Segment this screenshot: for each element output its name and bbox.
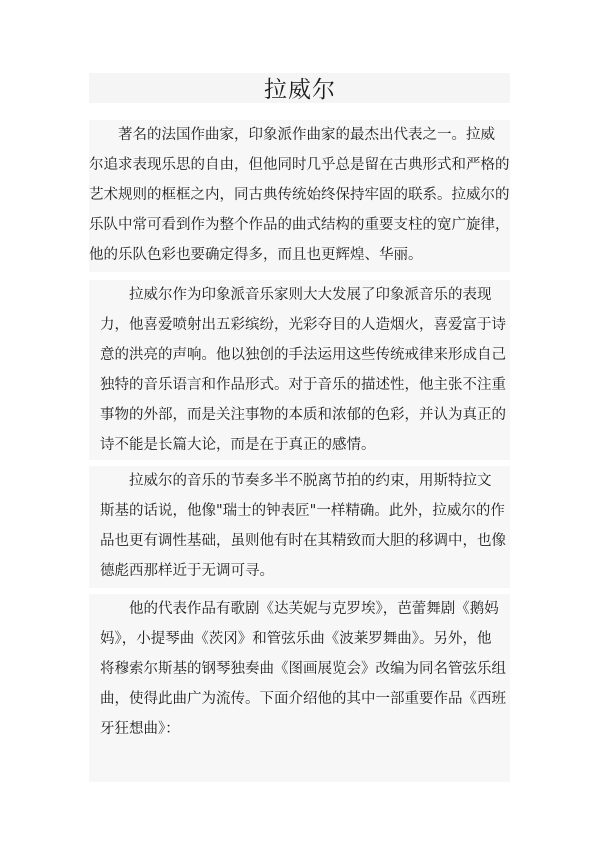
paragraph-4 [89,594,510,782]
paragraph-line: 拉威尔作为印象派音乐家则大大发展了印象派音乐的表现 [129,287,492,303]
paragraph-2 [89,280,510,460]
paragraph-line: 意的洪亮的声响。他以独创的手法运用这些传统戒律来形成自己 [100,347,506,363]
paragraph-line: 艺术规则的框框之内，同古典传统始终保持牢固的联系。拉威尔的 [89,187,510,203]
paragraph-line: 尔追求表现乐思的自由，但他同时几乎总是留在古典形式和严格的 [89,157,510,173]
paragraph-line: 诗不能是长篇大论，而是在于真正的感情。 [100,437,376,453]
paragraph-line: 牙狂想曲》： [100,721,180,737]
paragraph-line: 他的代表作品有歌剧《达芙妮与克罗埃》，芭蕾舞剧《鹅妈 [129,601,499,617]
paragraph-line: 拉威尔的音乐的节奏多半不脱离节拍的约束，用斯特拉文 [129,473,492,489]
paragraph-1 [89,120,510,272]
paragraph-3 [89,466,510,588]
paragraph-line: 斯基的话说，他像"瑞士的钟表匠"一样精确。此外，拉威尔的作 [100,503,505,519]
paragraph-line: 事物的外部，而是关注事物的本质和浓郁的色彩，并认为真正的 [100,407,506,423]
page-title: 拉威尔 [264,77,336,103]
paragraph-line: 德彪西那样近于无调可寻。 [100,563,274,579]
paragraph-line: 著名的法国作曲家，印象派作曲家的最杰出代表之一。拉威 [118,127,495,143]
paragraph-line: 品也更有调性基础，虽则他有时在其精致而大胆的移调中，也像 [100,533,506,549]
paragraph-line: 乐队中常可看到作为整个作品的曲式结构的重要支柱的宽广旋律， [89,217,510,233]
paragraph-line: 妈》，小提琴曲《茨冈》和管弦乐曲《波莱罗舞曲》。另外，他 [100,631,492,647]
paragraph-line: 独特的音乐语言和作品形式。对于音乐的描述性，他主张不注重 [100,377,506,393]
paragraph-line: 力，他喜爱喷射出五彩缤纷，光彩夺目的人造烟火，喜爱富于诗 [100,317,506,333]
paragraph-line: 曲，使得此曲广为流传。下面介绍他的其中一部重要作品《西班 [100,691,506,707]
paragraph-line: 他的乐队色彩也要确定得多，而且也更辉煌、华丽。 [89,247,423,263]
paragraph-line: 将穆索尔斯基的钢琴独奏曲《图画展览会》改编为同名管弦乐组 [100,661,506,677]
